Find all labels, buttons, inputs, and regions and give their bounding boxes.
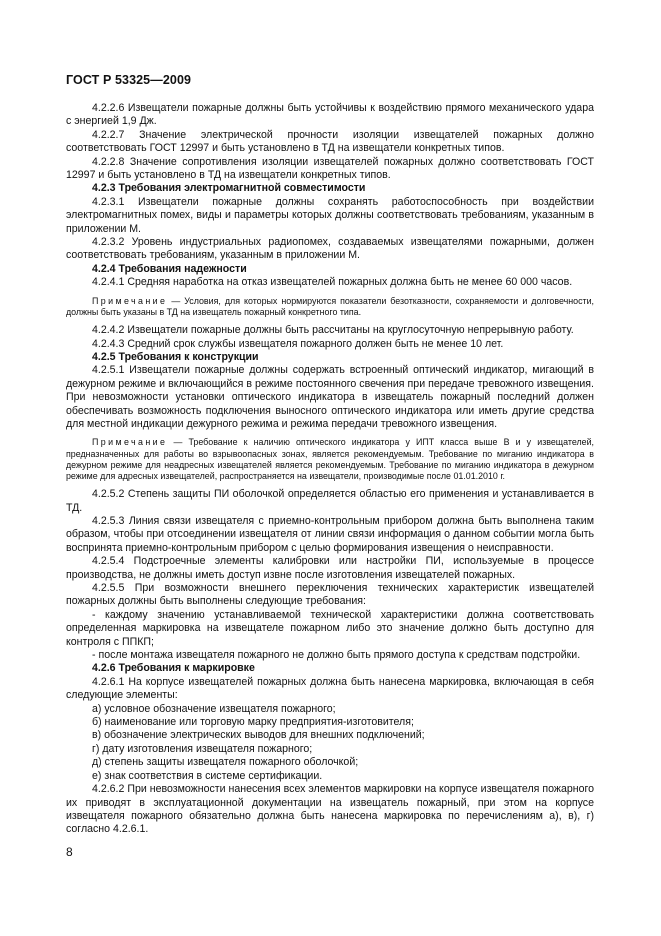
note-text: — Требование к наличию оптического индикатора у ИПТ класса выше В и у извещателей, предназначенных для работы во взрывоопасных зонах, является рекомендуемым. Требование по миганию индикатора в дежурном режиме для неадресных извещателей является рекомендуемым. Требование по миганию индикатора в дежурном режиме для адресных извещателей, распространяется на извещатели, производимые после 01.01.2010 г. — [66, 437, 594, 481]
body-paragraph: 4.2.4.2 Извещатели пожарные должны быть рассчитаны на круглосуточную непрерывную работу. — [92, 324, 574, 337]
note-text: — Условия, для которых нормируются показатели безотказности, сохраняемости и долговечности, должны быть указаны в ТД на извещатель пожарный конкретного типа. — [66, 295, 594, 317]
body-paragraph: 4.2.5.5 При возможности внешнего переключения технических характеристик извещателей пожарных должны быть выполнены следующие требования: — [66, 582, 594, 608]
body-paragraph: 4.2.5.2 Степень защиты ПИ оболочкой определяется областью его применения и устанавливается в ТД. — [66, 488, 594, 514]
section-heading: 4.2.6 Требования к маркировке — [92, 662, 255, 675]
body-paragraph: 4.2.5.3 Линия связи извещателя с приемно-контрольным прибором должна быть выполнена таким образом, чтобы при отсоединении извещателя от линии связи информация о данном событии могла быть воспринята приемно-контрольным прибором с целью формирования извещения о неисправности. — [66, 514, 594, 554]
document-header: ГОСТ Р 53325—2009 — [66, 73, 192, 87]
body-paragraph: 4.2.5.4 Подстроечные элементы калибровки или настройки ПИ, используемые в процессе производства, не должны иметь доступ извне после изготовления извещателей пожарных. — [66, 555, 594, 581]
page-number: 8 — [66, 845, 73, 859]
note-paragraph — [66, 296, 594, 318]
list-item: - каждому значению устанавливаемой технической характеристики должна соответствовать определенная маркировка на извещателе пожарном либо это значение должно быть доступно для контроля с ППКП; — [66, 608, 594, 648]
section-heading: 4.2.5 Требования к конструкции — [92, 350, 259, 363]
section-heading: 4.2.3 Требования электромагнитной совместимости — [92, 182, 366, 195]
body-paragraph: 4.2.6.1 На корпусе извещателей пожарных должна быть нанесена маркировка, включающая в себя следующие элементы: — [66, 675, 594, 702]
list-item: в) обозначение электрических выводов для внешних подключений; — [92, 729, 425, 742]
body-paragraph: 4.2.6.2 При невозможности нанесения всех элементов маркировки на корпусе извещателя пожарного их приводят в эксплуатационной документации на извещатель пожарный, при этом на корпусе извещателя пожарного обязательно должна быть нанесена маркировка по перечислениям а), в), г) согласно 4.2.6.1. — [66, 783, 594, 836]
body-paragraph: 4.2.2.8 Значение сопротивления изоляции извещателей пожарных должно соответствовать ГОСТ 12997 и быть установлено в ТД на извещатели конкретных типов. — [66, 155, 594, 182]
note-label: Примечание — [92, 295, 168, 306]
body-paragraph: 4.2.4.3 Средний срок службы извещателя пожарного должен быть не менее 10 лет. — [92, 337, 504, 350]
body-paragraph: 4.2.3.2 Уровень индустриальных радиопомех, создаваемых извещателями пожарными, должен соответствовать требованиям, указанным в приложении М. — [66, 236, 594, 262]
body-paragraph: 4.2.5.1 Извещатели пожарные должны содержать встроенный оптический индикатор, мигающий в дежурном режиме и включающийся в режиме постоянного свечения при передаче тревожного извещения. При невозможности установки оптического индикатора в извещатель пожарный последний должен обеспечивать возможность подключения выносного оптического индикатора или иметь другие средства для местной индикации дежурного режима и режима передачи тревожного извещения. — [66, 364, 594, 430]
list-item: г) дату изготовления извещателя пожарного; — [92, 742, 313, 755]
body-paragraph: 4.2.2.7 Значение электрической прочности изоляции извещателей пожарных должно соответствовать ГОСТ 12997 и быть установлено в ТД на извещатели конкретных типов. — [66, 128, 594, 155]
list-item: б) наименование или торговую марку предприятия-изготовителя; — [92, 716, 414, 729]
section-heading: 4.2.4 Требования надежности — [92, 262, 247, 275]
list-item: д) степень защиты извещателя пожарного оболочкой; — [92, 756, 359, 769]
document-body — [66, 102, 594, 837]
list-item: - после монтажа извещателя пожарного не должно быть прямого доступа к средствам подстройки. — [92, 649, 581, 662]
list-item: е) знак соответствия в системе сертификации. — [92, 769, 323, 782]
body-paragraph: 4.2.3.1 Извещатели пожарные должны сохранять работоспособность при воздействии электромагнитных помех, виды и параметры которых должны соответствовать требованиям, указанным в приложении М. — [66, 195, 594, 235]
note-label: Примечание — [92, 437, 168, 448]
body-paragraph: 4.2.4.1 Средняя наработка на отказ извещателей пожарных должна быть не менее 60 000 часов. — [92, 276, 573, 289]
body-paragraph: 4.2.2.6 Извещатели пожарные должны быть устойчивы к воздействию прямого механического удара с энергией 1,9 Дж. — [66, 102, 594, 128]
note-paragraph — [66, 437, 594, 482]
list-item: а) условное обозначение извещателя пожарного; — [92, 702, 336, 715]
